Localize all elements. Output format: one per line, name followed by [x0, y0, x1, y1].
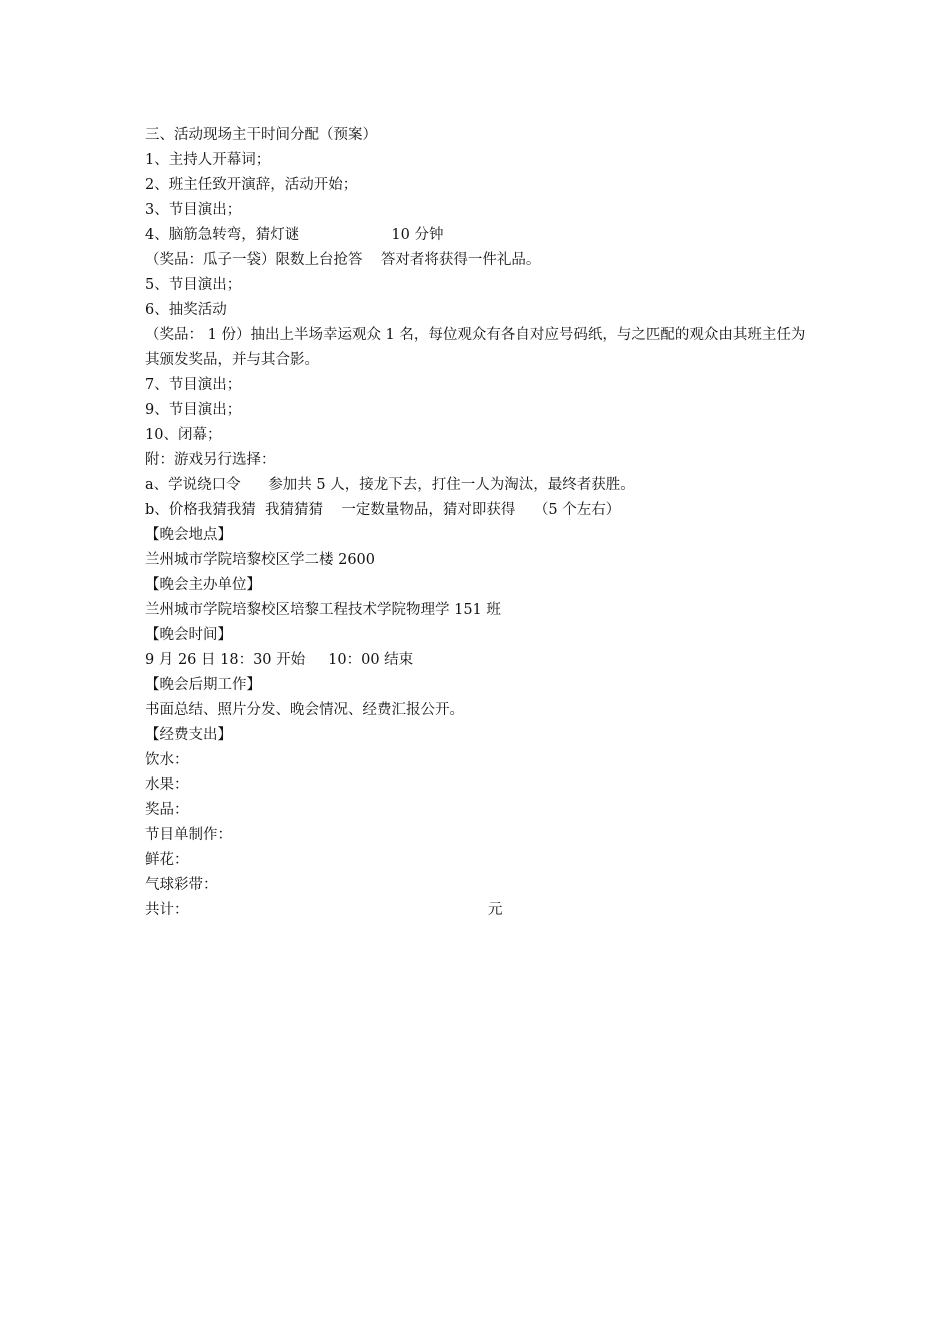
time-heading: 【晚会时间】: [145, 627, 232, 643]
program-item: 10、闭幕；: [145, 427, 222, 443]
lottery-paragraph: （奖品： 1 份）抽出上半场幸运观众 1 名，每位观众有各自对应号码纸，与之匹配的观众由其班主任为其颁发奖品，并与其合影。: [145, 327, 806, 368]
budget-item: 气球彩带：: [145, 877, 218, 893]
document-body: [145, 123, 825, 923]
organizer-text: 兰州城市学院培黎校区培黎工程技术学院物理学 151 班: [145, 602, 501, 618]
organizer-heading: 【晚会主办单位】: [145, 577, 261, 593]
program-item-note: （奖品：瓜子一袋）限数上台抢答 答对者将获得一件礼品。: [145, 252, 541, 268]
budget-item: 奖品：: [145, 802, 189, 818]
appendix-heading: 附：游戏另行选择：: [145, 452, 276, 468]
budget-item: 水果：: [145, 777, 189, 793]
program-item: 6、抽奖活动: [145, 302, 227, 318]
venue-heading: 【晚会地点】: [145, 527, 232, 543]
program-item: 2、班主任致开演辞，活动开始；: [145, 177, 358, 193]
followup-text: 书面总结、照片分发、晚会情况、经费汇报公开。: [145, 702, 464, 718]
budget-item: 鲜花：: [145, 852, 189, 868]
game-option: b、价格我猜我猜 我猜猜猜 一定数量物品，猜对即获得 （5 个左右）: [145, 502, 621, 518]
time-text: 9 月 26 日 18：30 开始 10：00 结束: [145, 652, 414, 668]
budget-item: 饮水：: [145, 752, 189, 768]
budget-total-row: [145, 898, 825, 923]
game-option: a、学说绕口令 参加共 5 人，接龙下去，打住一人为淘汰，最终者获胜。: [145, 477, 635, 493]
budget-total-unit: 元: [488, 902, 503, 918]
program-item: 3、节目演出；: [145, 202, 242, 218]
followup-heading: 【晚会后期工作】: [145, 677, 261, 693]
venue-text: 兰州城市学院培黎校区学二楼 2600: [145, 552, 376, 568]
program-item: 1、主持人开幕词；: [145, 152, 271, 168]
budget-heading: 【经费支出】: [145, 727, 232, 743]
program-item: 5、节目演出；: [145, 277, 242, 293]
program-item: 4、脑筋急转弯，猜灯谜 10 分钟: [145, 227, 444, 243]
budget-item: 节目单制作：: [145, 827, 232, 843]
program-item: 7、节目演出；: [145, 377, 242, 393]
budget-total-label: 共计：: [145, 902, 189, 918]
section-title: 三、活动现场主干时间分配（预案）: [145, 127, 377, 143]
program-item: 9、节目演出；: [145, 402, 242, 418]
